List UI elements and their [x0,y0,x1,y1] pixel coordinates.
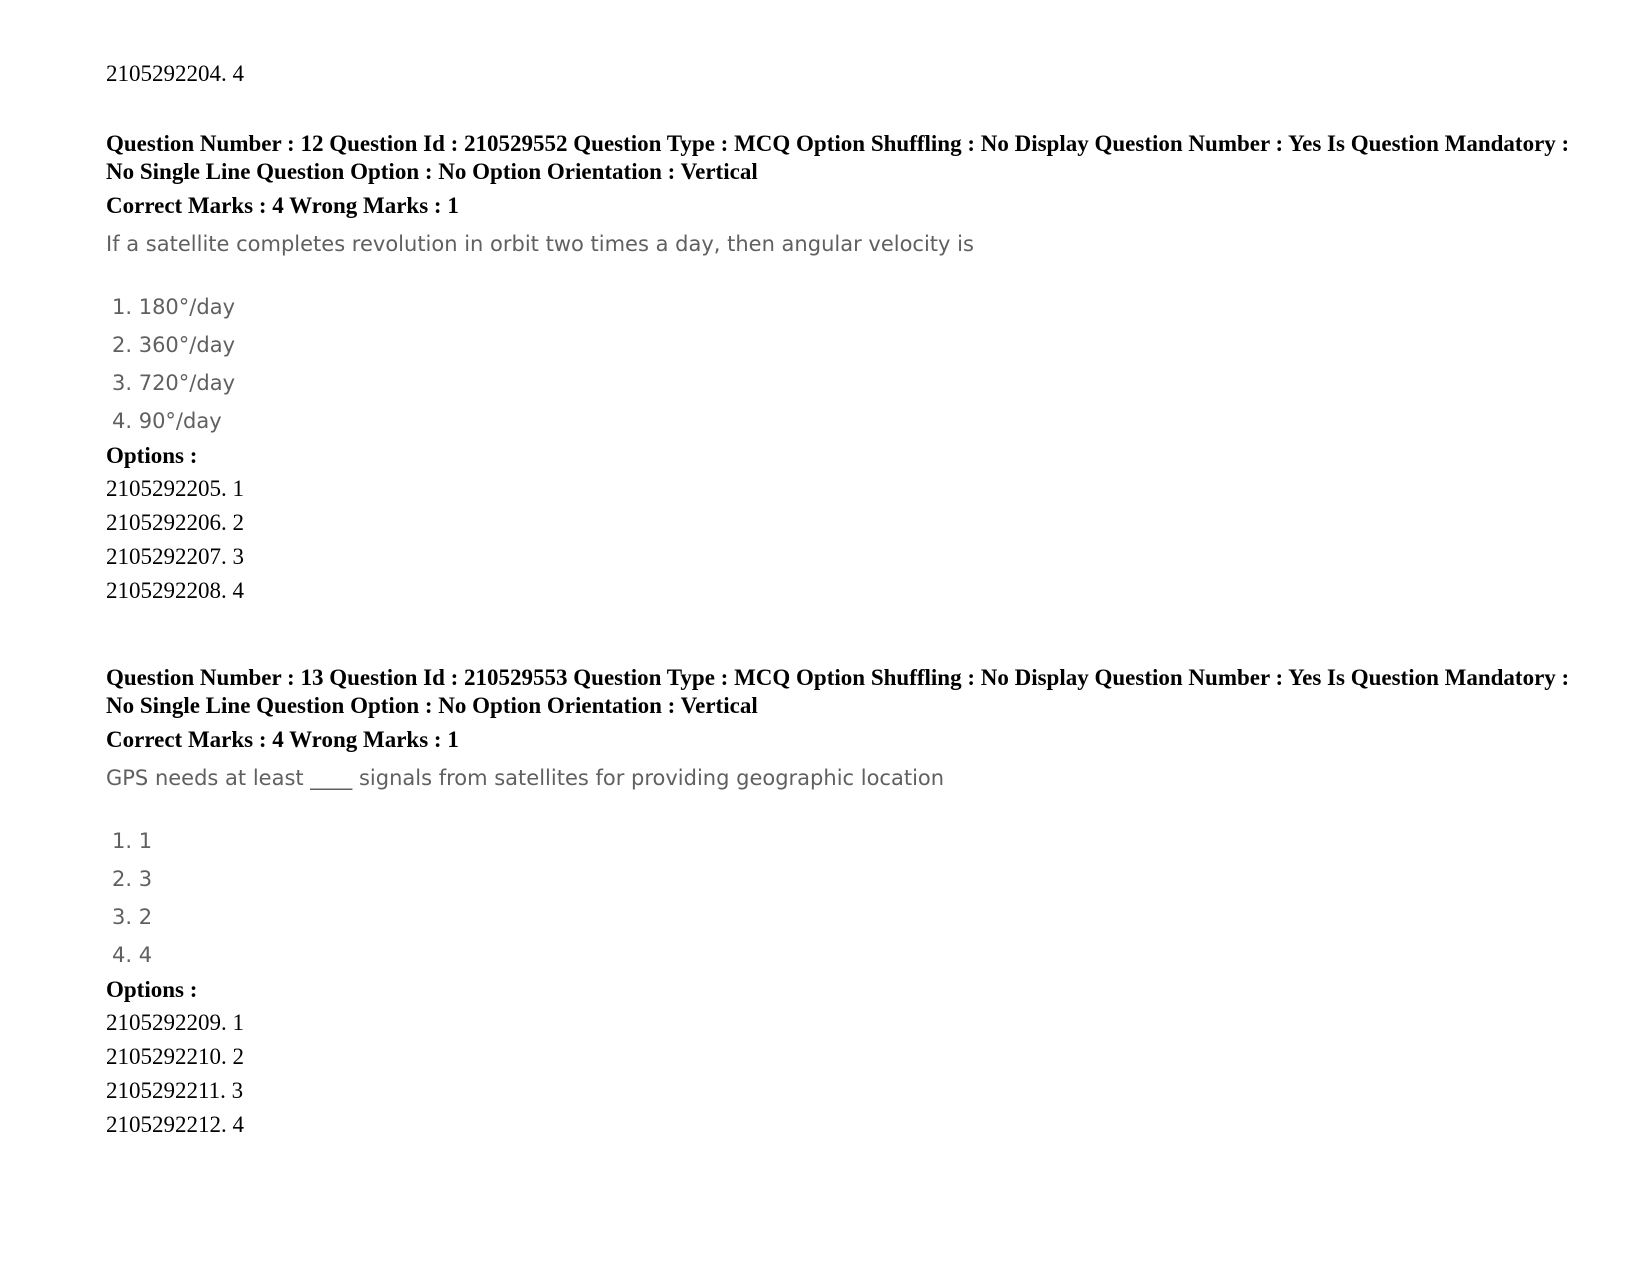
choice-list [106,822,1576,974]
question-text: If a satellite completes revolution in orbit two times a day, then angular velocity is [106,232,974,256]
question-block [106,664,1576,1142]
choice-item: 2. 3 [112,867,153,891]
choice-item: 3. 720°/day [112,371,235,395]
choice-item: 4. 4 [112,943,153,967]
question-block [106,130,1576,608]
choice-list [106,288,1576,440]
question-marks: Correct Marks : 4 Wrong Marks : 1 [106,193,459,218]
question-header: Question Number : 12 Question Id : 210529552 Question Type : MCQ Option Shuffling : No Display Question Number : Yes Is Question Mandatory : No Single Line Question Option : No Option Orientation : Vertical [106,131,1570,184]
question-marks: Correct Marks : 4 Wrong Marks : 1 [106,727,459,752]
question-text: GPS needs at least ____ signals from satellites for providing geographic location [106,766,945,790]
option-id-line: 2105292212. 4 [106,1112,244,1137]
choice-item: 4. 90°/day [112,409,222,433]
option-id-line: 2105292210. 2 [106,1044,244,1069]
choice-item: 1. 1 [112,829,153,853]
choice-item: 3. 2 [112,905,153,929]
choice-item: 2. 360°/day [112,333,235,357]
option-id-line: 2105292207. 3 [106,544,244,569]
options-label: Options : [106,443,198,468]
option-id-line: 2105292204. 4 [106,61,244,86]
option-id-line: 2105292209. 1 [106,1010,244,1035]
option-id-line: 2105292206. 2 [106,510,244,535]
choice-item: 1. 180°/day [112,295,235,319]
option-id-line: 2105292208. 4 [106,578,244,603]
option-id-line: 2105292211. 3 [106,1078,244,1103]
options-label: Options : [106,977,198,1002]
option-id-line: 2105292205. 1 [106,476,244,501]
question-header: Question Number : 13 Question Id : 210529553 Question Type : MCQ Option Shuffling : No Display Question Number : Yes Is Question Mandatory : No Single Line Question Option : No Option Orientation : Vertical [106,665,1570,718]
